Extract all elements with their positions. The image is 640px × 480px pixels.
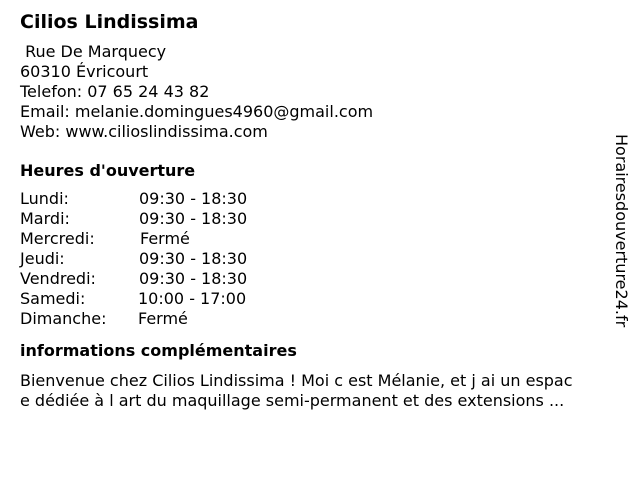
phone-number[interactable]: Telefon: 07 65 24 43 82 (20, 82, 210, 101)
hours-row-monday (20, 189, 620, 209)
day-hours: Fermé (138, 309, 188, 328)
day-label: Dimanche: (20, 309, 107, 328)
day-hours: Fermé (140, 229, 190, 248)
day-hours: 09:30 - 18:30 (139, 269, 248, 288)
hours-row-thursday (20, 249, 620, 269)
hours-row-sunday (20, 309, 620, 329)
hours-row-tuesday (20, 209, 620, 229)
city-postal: 60310 Évricourt (20, 62, 149, 81)
day-label: Samedi: (20, 289, 86, 308)
day-label: Jeudi: (20, 249, 65, 268)
business-card (20, 0, 620, 411)
day-label: Lundi: (20, 189, 69, 208)
street-address: Rue De Marquecy (20, 42, 167, 61)
business-description (20, 371, 618, 411)
opening-hours-heading: Heures d'ouverture (20, 161, 196, 180)
day-label: Mardi: (20, 209, 70, 228)
website-link[interactable]: Web: www.cilioslindissima.com (20, 122, 268, 141)
additional-info-heading: informations complémentaires (20, 341, 297, 360)
site-watermark: Horairesdouverture24.fr (612, 134, 631, 328)
contact-block (20, 42, 620, 142)
hours-row-saturday (20, 289, 620, 309)
day-label: Mercredi: (20, 229, 95, 248)
day-hours: 09:30 - 18:30 (139, 189, 248, 208)
description-line: e dédiée à l art du maquillage semi-permanent et des extensions ... (20, 391, 565, 410)
day-hours: 09:30 - 18:30 (139, 209, 248, 228)
description-line: Bienvenue chez Cilios Lindissima ! Moi c est Mélanie, et j ai un espac (20, 371, 573, 390)
day-label: Vendredi: (20, 269, 96, 288)
hours-row-wednesday (20, 229, 620, 249)
day-hours: 09:30 - 18:30 (139, 249, 248, 268)
business-name: Cilios Lindissima (20, 11, 199, 33)
day-hours: 10:00 - 17:00 (138, 289, 247, 308)
email-address[interactable]: Email: melanie.domingues4960@gmail.com (20, 102, 374, 121)
hours-row-friday (20, 269, 620, 289)
opening-hours-table (20, 189, 620, 329)
